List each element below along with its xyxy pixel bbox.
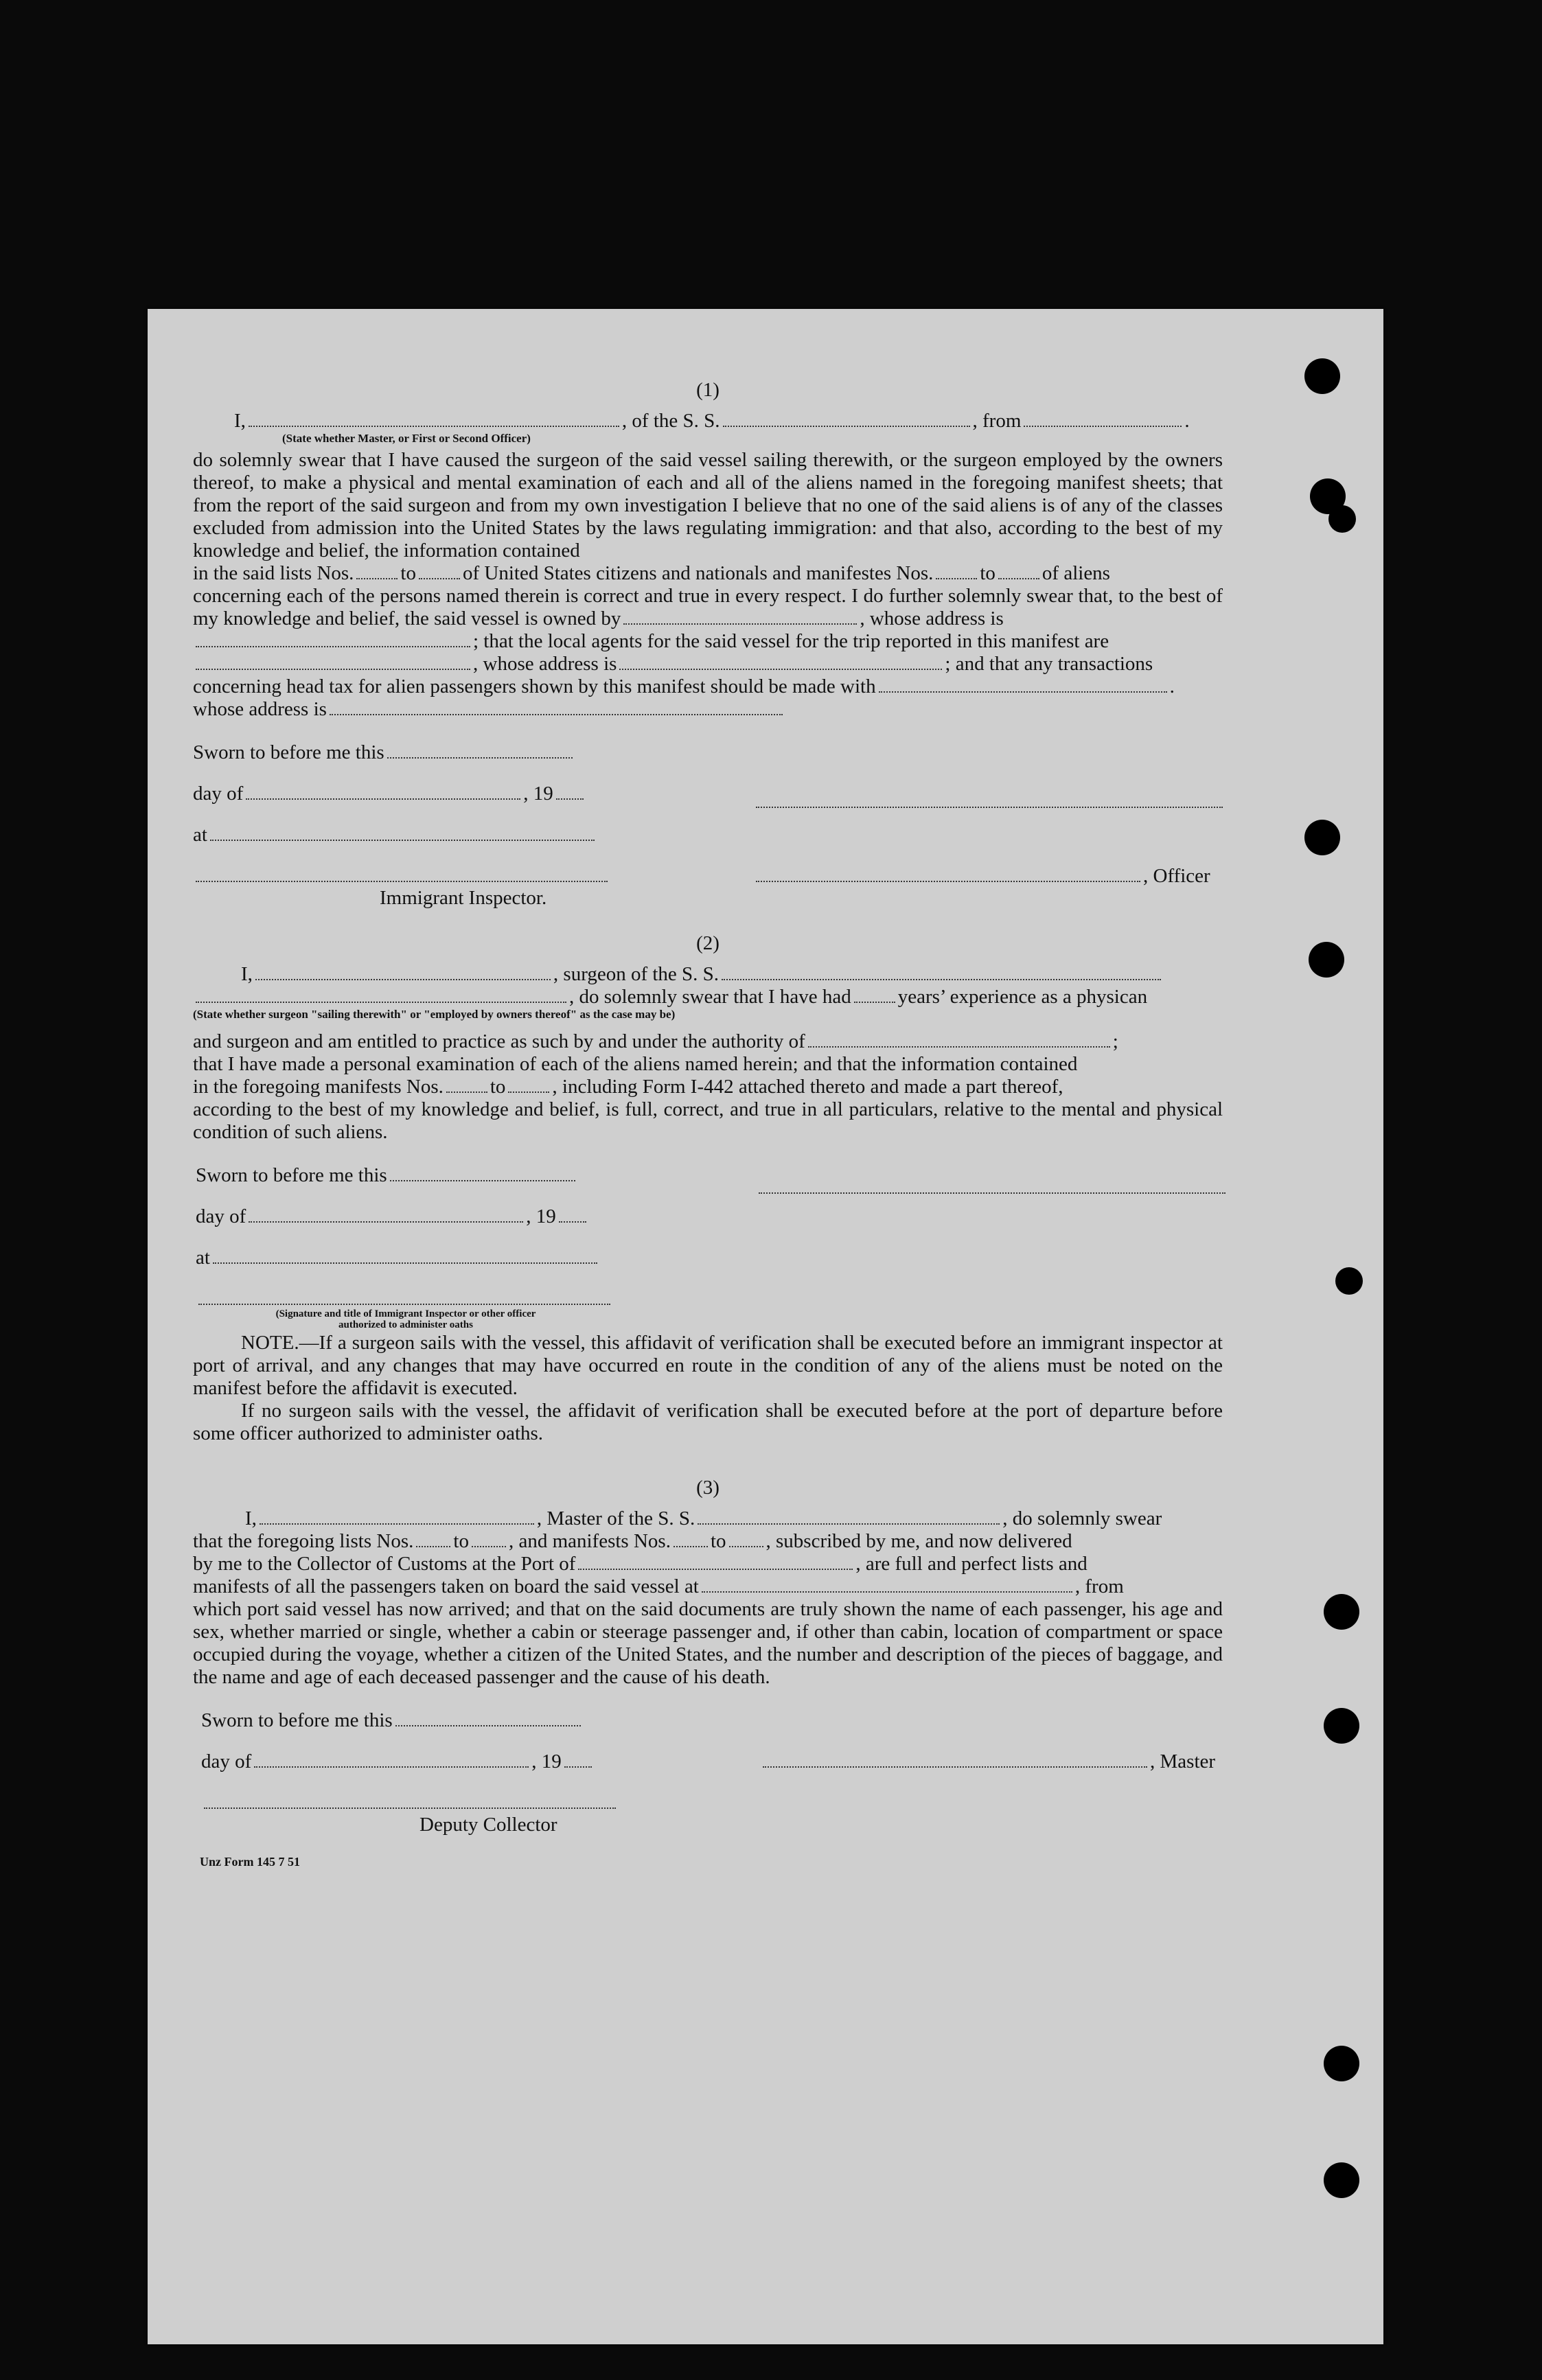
section-3-line-1: I, , Master of the S. S. , do solemnly swear	[245, 1507, 1162, 1529]
officer-signature-field[interactable]	[756, 879, 1140, 882]
surgeon-vessel-field[interactable]	[722, 978, 1161, 980]
section-2-number: (2)	[696, 932, 720, 954]
manifests-to-field[interactable]	[508, 1090, 549, 1093]
port-field[interactable]	[578, 1567, 853, 1570]
owner-address-line: ; that the local agents for the said vessel for the trip reported in this manifest are	[193, 630, 1223, 653]
section-1-oath-line: I, , of the S. S. , from .	[234, 410, 1190, 432]
authority-line: and surgeon and am entitled to practice as such by and under the authority of ;	[193, 1030, 1118, 1052]
section-3-line-3: by me to the Collector of Customs at the Port of , are full and perfect lists and	[193, 1553, 1088, 1575]
manifests-from-field-3[interactable]	[674, 1545, 708, 1547]
sworn-day-field-3[interactable]	[395, 1724, 581, 1726]
binder-hole	[1309, 942, 1344, 978]
section-3-number: (3)	[696, 1477, 720, 1499]
section-1-sworn-block: Sworn to before me this day of , 19 at , Officer Immigrant Inspector.	[193, 733, 1223, 905]
month-field-3[interactable]	[254, 1765, 529, 1768]
signature-title-note: (Signature and title of Immigrant Inspector or other officer authorized to administer oaths	[275, 1308, 536, 1330]
agents-line: , whose address is ; and that any transactions	[193, 653, 1223, 675]
inspector-signature-line-2[interactable]	[198, 1302, 610, 1305]
headtax-address-field[interactable]	[330, 713, 783, 715]
master-signature-field[interactable]	[763, 1765, 1147, 1768]
lists-from-field[interactable]	[416, 1545, 450, 1547]
lists-to-field[interactable]	[472, 1545, 506, 1547]
immigrant-inspector-label: Immigrant Inspector.	[380, 887, 547, 909]
us-lists-to-field[interactable]	[419, 577, 460, 579]
section-3-line-4: manifests of all the passengers taken on board the said vessel at , from	[193, 1575, 1124, 1597]
section-1-para-2: concerning each of the persons named therein is correct and true in every respect. I do further solemnly swear that, to the best of my knowledge and belief, the said vessel is owned by , whose address is	[193, 585, 1223, 629]
owner-field[interactable]	[623, 622, 857, 625]
sworn-day-field-2[interactable]	[390, 1179, 575, 1181]
binder-hole	[1324, 2046, 1359, 2081]
headtax-field[interactable]	[879, 690, 1167, 693]
section-3-sworn-block: Sworn to before me this day of , 19 , Master Deputy Collector	[201, 1709, 1216, 1836]
section-2-line-1: I, , surgeon of the S. S.	[241, 963, 1223, 986]
deputy-collector-label: Deputy Collector	[419, 1814, 557, 1836]
section-3-line-2: that the foregoing lists Nos. to , and manifests Nos. to , subscribed by me, and now delivered	[193, 1530, 1072, 1552]
manifests-from-field[interactable]	[446, 1090, 487, 1093]
alien-manifests-from-field[interactable]	[936, 577, 977, 579]
binder-hole	[1324, 1594, 1359, 1630]
year-field-2[interactable]	[559, 1220, 586, 1223]
inspector-signature-line-1[interactable]	[196, 879, 608, 882]
from-port-field[interactable]	[1024, 424, 1182, 427]
year-field-3[interactable]	[564, 1765, 592, 1768]
officer-signature-line-top[interactable]	[756, 805, 1223, 808]
section-2-para-b: according to the best of my knowledge and belief, is full, correct, and true in all particulars, relative to the mental and physical condition of such aliens.	[193, 1098, 1223, 1143]
month-field-2[interactable]	[249, 1220, 523, 1223]
section-1-number: (1)	[696, 379, 720, 401]
owner-address-field[interactable]	[196, 645, 470, 647]
binder-hole	[1324, 1708, 1359, 1744]
master-name-field[interactable]	[260, 1522, 534, 1525]
affidavit-form	[193, 371, 1223, 1873]
us-lists-from-field[interactable]	[356, 577, 398, 579]
section-1-para-1: do solemnly swear that I have caused the surgeon of the said vessel sailing therewith, or the surgeon employed by the owners thereof, to make a physical and mental examination of each and all of the aliens named in the foregoing manifest sheets; that from the report of the said surgeon and from my own investigation I believe that no one of the said aliens is of any of the classes excluded from admission into the United States by the laws regulating immigration: and that also, according to the best of my knowledge and belief, the information contained	[193, 449, 1223, 562]
place-field-1[interactable]	[210, 838, 595, 841]
section-3-body: which port said vessel has now arrived; and that on the said documents are truly shown the name of each passenger, his age and sex, whether married or single, whether a cabin or steerage passenger and, if other than cabin, location of compartment or space occupied during the voyage, whether a citizen of the United States, and the number and description of the pieces of baggage, and the name and age of each deceased passenger and the cause of his death.	[193, 1598, 1223, 1688]
agents-field[interactable]	[196, 667, 470, 670]
vessel-name-field[interactable]	[723, 424, 970, 427]
officer-name-field[interactable]	[249, 424, 619, 427]
boarding-port-field[interactable]	[702, 1590, 1072, 1593]
surgeon-status-note: (State whether surgeon "sailing therewith" or "employed by owners thereof" as the case may be)	[193, 1008, 676, 1021]
binder-hole	[1304, 358, 1340, 394]
manifests-line: in the foregoing manifests Nos. to , including Form I-442 attached thereto and made a part thereof,	[193, 1076, 1063, 1098]
authority-field[interactable]	[808, 1045, 1110, 1048]
sworn-day-field-1[interactable]	[387, 756, 573, 759]
section-2-para-a: that I have made a personal examination of each of the aliens named herein; and that the information contained	[193, 1053, 1078, 1075]
surgeon-name-field[interactable]	[255, 978, 551, 980]
year-field-1[interactable]	[556, 797, 584, 800]
note-para-2: If no surgeon sails with the vessel, the affidavit of verification shall be executed before at the port of departure before some officer authorized to administer oaths.	[193, 1400, 1223, 1444]
years-experience-field[interactable]	[854, 1000, 895, 1003]
binder-hole	[1328, 505, 1356, 533]
master-vessel-field[interactable]	[698, 1522, 1000, 1525]
place-field-2[interactable]	[213, 1261, 597, 1264]
manifests-to-field-3[interactable]	[729, 1545, 763, 1547]
form-id: Unz Form 145 7 51	[200, 1855, 300, 1869]
lists-line: in the said lists Nos. to of United States citizens and nationals and manifestes Nos. to of aliens	[193, 562, 1110, 584]
alien-manifests-to-field[interactable]	[998, 577, 1039, 579]
binder-hole	[1324, 2162, 1359, 2198]
note-para-1: NOTE.—If a surgeon sails with the vessel, this affidavit of verification shall be executed before an immigrant inspector at port of arrival, and any changes that may have occurred en route in the condition of any of the aliens must be noted on the manifest before the affidavit is executed.	[193, 1332, 1223, 1399]
binder-hole	[1304, 820, 1340, 855]
surgeon-status-field[interactable]	[196, 1000, 566, 1003]
collector-signature-line[interactable]	[204, 1806, 616, 1809]
surgeon-signature-line[interactable]	[759, 1191, 1225, 1194]
section-2-sworn-block: Sworn to before me this day of , 19 at (Signature and title of Immigrant Inspector or other officer authorized to administer oaths	[193, 1156, 1223, 1328]
month-field-1[interactable]	[246, 797, 520, 800]
binder-hole	[1335, 1267, 1363, 1295]
headtax-line: concerning head tax for alien passengers shown by this manifest should be made with .	[193, 675, 1175, 697]
section-2-line-2: , do solemnly swear that I have had years’ experience as a physican	[193, 986, 1223, 1008]
agents-address-field[interactable]	[619, 667, 942, 670]
headtax-address-line: whose address is	[193, 698, 1223, 721]
officer-rank-note: (State whether Master, or First or Second Officer)	[282, 432, 531, 445]
